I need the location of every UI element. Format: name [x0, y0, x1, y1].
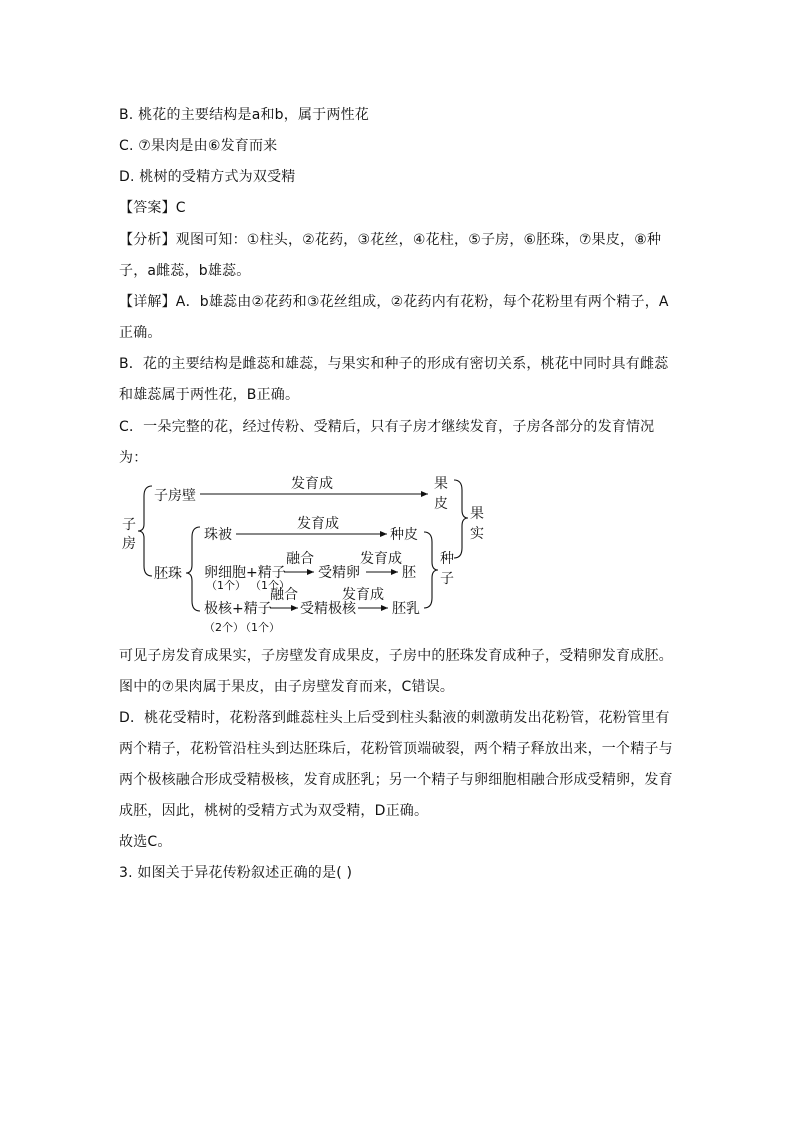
label-shi: 实 — [470, 526, 484, 542]
label-zi: 子 — [122, 517, 136, 533]
analysis-line-2: 子，a雌蕊，b雄蕊。 — [119, 263, 251, 279]
label-fuse-2: 融合 — [270, 587, 298, 603]
label-fang: 房 — [122, 536, 136, 552]
label-integument: 珠被 — [204, 527, 232, 543]
explanation-d-line-4: 成胚，因此，桃树的受精方式为双受精，D正确。 — [119, 803, 429, 819]
label-zygote: 受精卵 — [318, 565, 360, 581]
explanation-a-line-2: 正确。 — [119, 325, 162, 341]
answer: 【答案】C — [119, 200, 186, 216]
label-embryo: 胚 — [402, 565, 416, 581]
brace-ovary — [138, 486, 152, 576]
option-c: C. ⑦果肉是由⑥发育而来 — [119, 138, 278, 154]
brace-ovule — [186, 527, 200, 611]
label-endosperm: 胚乳 — [392, 601, 420, 617]
label-ovary-wall: 子房壁 — [154, 488, 196, 504]
label-count-egg: （1个） — [206, 579, 246, 592]
label-develop-2: 发育成 — [297, 516, 339, 532]
explanation-d-line-3: 两个极核融合形成受精极核，发育成胚乳；另一个精子与卵细胞相融合形成受精卵，发育 — [119, 772, 673, 788]
question-3: 3. 如图关于异花传粉叙述正确的是( ) — [119, 865, 353, 881]
option-b: B. 桃花的主要结构是a和b，属于两性花 — [119, 107, 369, 123]
final-choice: 故选C。 — [119, 834, 172, 850]
label-count-polar: （2个） — [204, 621, 244, 634]
explanation-a-line-1: 【详解】A．b雄蕊由②花药和③花丝组成，②花药内有花粉，每个花粉里有两个精子，A — [119, 294, 669, 310]
explanation-c-line-1: C．一朵完整的花，经过传粉、受精后，只有子房才继续发育，子房各部分的发育情况 — [119, 419, 655, 435]
label-zi2: 子 — [440, 571, 454, 587]
label-pi: 皮 — [434, 496, 448, 512]
analysis-line-1: 【分析】观图可知：①柱头，②花药，③花丝，④花柱，⑤子房，⑥胚珠，⑦果皮，⑧种 — [119, 232, 662, 248]
label-polar-sperm: 极核+精子 — [204, 601, 272, 617]
explanation-b-line-2: 和雄蕊属于两性花，B正确。 — [119, 387, 300, 403]
conclusion-line-1: 可见子房发育成果实，子房壁发育成果皮，子房中的胚珠发育成种子，受精卵发育成胚。 — [119, 648, 673, 664]
label-count-sperm-1: （1个） — [250, 579, 290, 592]
brace-fruit — [454, 480, 468, 558]
label-guo2: 果 — [470, 506, 484, 522]
label-fuse-1: 融合 — [286, 551, 314, 567]
label-seed-coat: 种皮 — [390, 527, 418, 543]
explanation-b-line-1: B．花的主要结构是雌蕊和雄蕊，与果实和种子的形成有密切关系，桃花中同时具有雌蕊 — [119, 356, 669, 372]
label-develop-3: 发育成 — [360, 551, 402, 567]
label-ovule: 胚珠 — [154, 566, 182, 582]
explanation-c-line-2: 为： — [119, 450, 148, 466]
explanation-d-line-1: D．桃花受精时，花粉落到雌蕊柱头上后受到柱头黏液的刺激萌发出花粉管，花粉管里有 — [119, 710, 670, 726]
option-d: D. 桃树的受精方式为双受精 — [119, 169, 296, 185]
label-guo: 果 — [434, 476, 448, 492]
label-count-sperm-2: （1个） — [240, 621, 280, 634]
label-develop-1: 发育成 — [291, 476, 333, 492]
label-fertilized-polar: 受精极核 — [300, 601, 356, 617]
label-egg-sperm: 卵细胞+精子 — [204, 565, 286, 581]
explanation-d-line-2: 两个精子，花粉管沿柱头到达胚珠后，花粉管顶端破裂，两个精子释放出来，一个精子与 — [119, 741, 673, 757]
conclusion-line-2: 图中的⑦果肉属于果皮，由子房壁发育而来，C错误。 — [119, 679, 455, 695]
label-zhong: 种 — [440, 551, 454, 567]
label-develop-4: 发育成 — [342, 587, 384, 603]
brace-seed — [424, 532, 438, 608]
